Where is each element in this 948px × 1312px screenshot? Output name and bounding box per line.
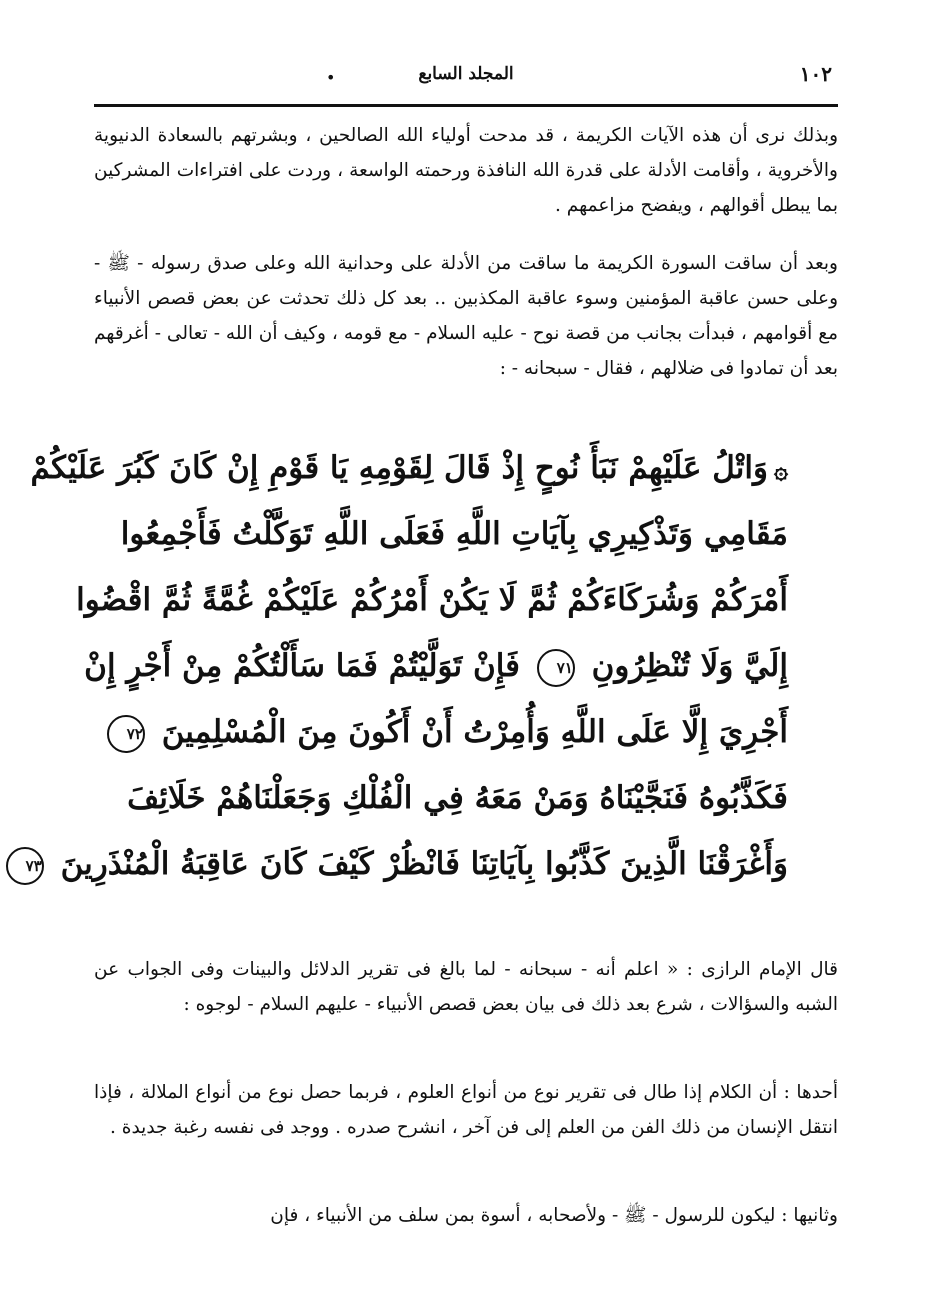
verse-text: أَمْرَكُمْ وَشُرَكَاءَكُمْ ثُمَّ لَا يَكُنْ أَمْرُكُمْ عَلَيْكُمْ غُمَّةً ثُمَّ اقْضُوا [76,582,788,618]
header-dot: • [326,68,336,87]
verse-text: مَقَامِي وَتَذْكِيرِي بِآيَاتِ اللَّهِ فَعَلَى اللَّهِ تَوَكَّلْتُ فَأَجْمِعُوا [120,516,788,552]
book-page [18,0,948,1312]
verse-line-6 [127,766,788,830]
verse-text: فَإِنْ تَوَلَّيْتُمْ فَمَا سَأَلْتُكُمْ مِنْ أَجْرٍ إِنْ [84,648,521,684]
header-divider [94,104,838,107]
page-header [94,58,838,98]
paragraph-summary: وبذلك نرى أن هذه الآيات الكريمة ، قد مدحت أولياء الله الصالحين ، وبشرتهم بالسعادة الدنيوية والأخروية ، وأقامت الأدلة على قدرة الله النافذة ورحمته الواسعة ، وردت على افتراءات المشركين بما يبطل أقوالهم ، ويفضح مزاعمهم . [94,125,838,216]
verse-line-2 [120,502,788,566]
page-number: ١٠٢ [799,62,832,86]
verse-line-4 [84,634,788,698]
ayah-number-marker: ٧١ [537,649,575,687]
rub-el-hizb-icon: ۞ [773,454,788,484]
volume-title: المجلد السابع [418,64,514,84]
verse-line-5 [126,700,788,764]
verse-text: إِلَيَّ وَلَا تُنْظِرُونِ [591,648,788,684]
verse-text: فَكَذَّبُوهُ فَنَجَّيْنَاهُ وَمَنْ مَعَهُ فِي الْفُلْكِ وَجَعَلْنَاهُمْ خَلَائِفَ [127,780,788,816]
verse-text: وَأَغْرَقْنَا الَّذِينَ كَذَّبُوا بِآيَاتِنَا فَانْظُرْ كَيْفَ كَانَ عَاقِبَةُ الْمُنْذَرِينَ [60,846,788,882]
paragraph-first-reason: أحدها : أن الكلام إذا طال فى تقرير نوع من أنواع العلوم ، فربما حصل نوع من أنواع الملالة ، فإذا انتقل الإنسان من ذلك الفن من العلم إلى فن آخر ، انشرح صدره . ووجد فى نفسه رغبة جديدة . [94,1082,838,1138]
ayah-number-marker: ٧٣ [6,847,44,885]
verse-text: وَاتْلُ عَلَيْهِمْ نَبَأَ نُوحٍ إِذْ قَالَ لِقَوْمِهِ يَا قَوْمِ إِنْ كَانَ كَبُرَ عَلَيْكُمْ [30,450,768,486]
paragraph-introduction: وبعد أن ساقت السورة الكريمة ما ساقت من الأدلة على وحدانية الله وعلى صدق رسوله - ﷺ - وعلى حسن عاقبة المؤمنين وسوء عاقبة المكذبين .. بعد كل ذلك تحدثت عن بعض قصص الأنبياء مع أقوامهم ، فبدأت بجانب من قصة نوح - عليه السلام - مع قومه ، وكيف أن الله - تعالى - أغرقهم بعد أن تمادوا فى ضلالهم ، فقال - سبحانه - : [94,253,838,379]
verse-line-7 [25,832,788,896]
verse-line-3 [76,568,788,632]
verse-text: أَجْرِيَ إِلَّا عَلَى اللَّهِ وَأُمِرْتُ أَنْ أَكُونَ مِنَ الْمُسْلِمِينَ [161,714,788,750]
paragraph-razi-quote: قال الإمام الرازى : « اعلم أنه - سبحانه - لما بالغ فى تقرير الدلائل والبينات وفى الجواب عن الشبه والسؤالات ، شرع بعد ذلك فى بيان بعض قصص الأنبياء - عليهم السلام - لوجوه : [94,959,838,1015]
verse-line-1 [30,436,788,500]
paragraph-second-reason: وثانيها : ليكون للرسول - ﷺ - ولأصحابه ، أسوة بمن سلف من الأنبياء ، فإن [270,1205,838,1226]
ayah-number-marker: ٧٢ [107,715,145,753]
quran-verses [25,436,788,896]
